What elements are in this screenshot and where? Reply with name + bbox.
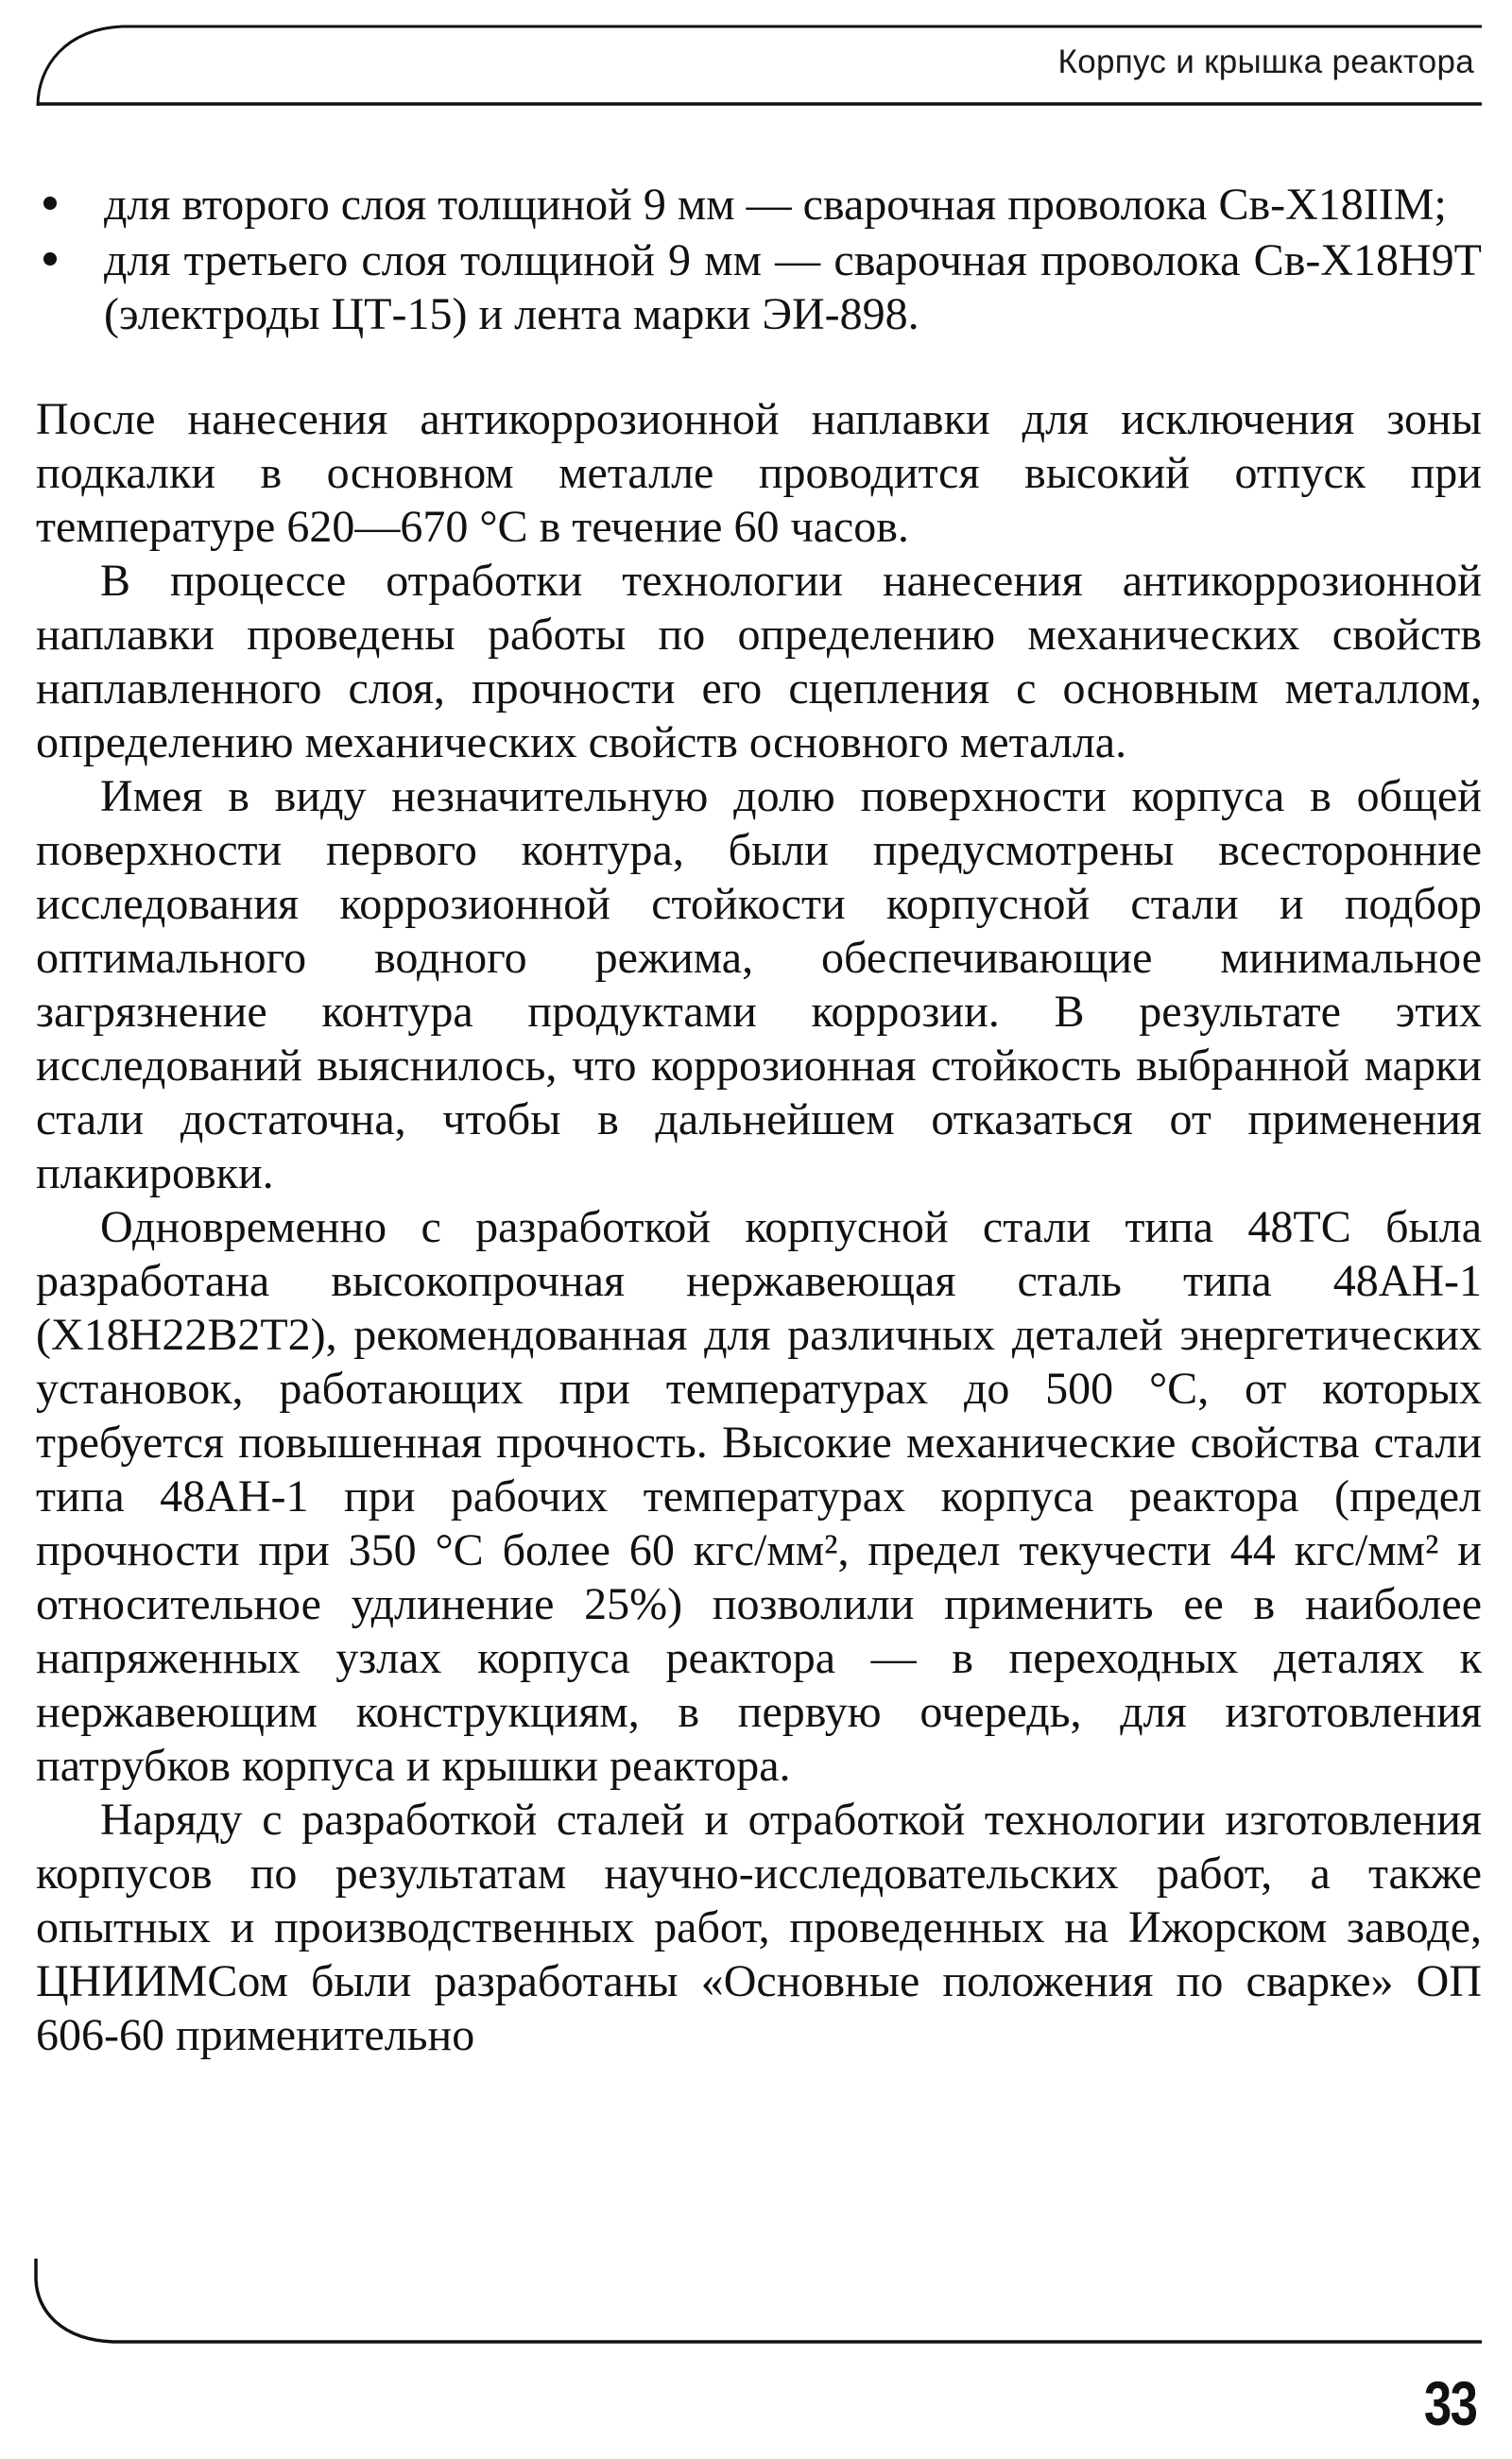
footer-frame <box>0 2259 1512 2363</box>
paragraph-1: После нанесения антикоррозионной наплавки для исключения зоны подкалки в основном металле проводится высокий отпуск при температуре 620—670 °С в течение 60 часов. <box>36 394 1482 552</box>
bullet-icon <box>43 252 57 266</box>
bullet-item-2 <box>36 233 1482 341</box>
bullet-item-1 <box>36 178 1482 232</box>
running-title: Корпус и крышка реактора <box>1057 43 1474 80</box>
paragraph-3: Имея в виду незначительную долю поверхности корпуса в общей поверхности первого контура, были предусмотрены всесторонние исследования коррозионной стойкости корпусной стали и подбор оптимального водного режима, обеспечивающие минимальное загрязнение контура продуктами коррозии. В результате этих исследований выяснилось, что коррозионная стойкость выбранной марки стали достаточна, чтобы в дальнейшем отказаться от применения плакировки. <box>36 771 1482 1198</box>
bullet-text: для третьего слоя толщиной 9 мм — сварочная проволока Св-Х18Н9Т (электроды ЦТ-15) и лента марки ЭИ-898. <box>104 235 1482 339</box>
bullet-icon <box>43 197 57 210</box>
page-body <box>36 178 1482 2062</box>
bullet-list <box>36 178 1482 341</box>
paragraph-5: Наряду с разработкой сталей и отработкой технологии изготовления корпусов по результатам научно-исследовательских работ, а также опытных и производственных работ, проведенных на Ижорском заводе, ЦНИИМСом были разработаны «Основные положения по сварке» ОП 606-60 применительно <box>36 1795 1482 2060</box>
paragraph-2: В процессе отработки технологии нанесения антикоррозионной наплавки проведены работы по определению механических свойств наплавленного слоя, прочности его сцепления с основным металлом, определению механических свойств основного металла. <box>36 556 1482 767</box>
footer-rule <box>36 2259 1482 2342</box>
paragraph-4: Одновременно с разработкой корпусной стали типа 48ТС была разработана высокопрочная нержавеющая сталь типа 48АН-1 (Х18Н22В2Т2), рекомендованная для различных деталей энергетических установок, работающих при температурах до 500 °С, от которых требуется повышенная прочность. Высокие механические свойства стали типа 48АН-1 при рабочих температурах корпуса реактора (предел прочности при 350 °С более 60 кгс/мм², предел текучести 44 кгс/мм² и относительное удлинение 25%) позволили применить ее в наиболее напряженных узлах корпуса реактора — в переходных деталях к нержавеющим конструкциям, в первую очередь, для изготовления патрубков корпуса и крышки реактора. <box>36 1202 1482 1791</box>
bullet-text: для второго слоя толщиной 9 мм — сварочная проволока Св-Х18ІІМ; <box>104 180 1447 230</box>
page-number: 33 <box>1423 2368 1476 2438</box>
